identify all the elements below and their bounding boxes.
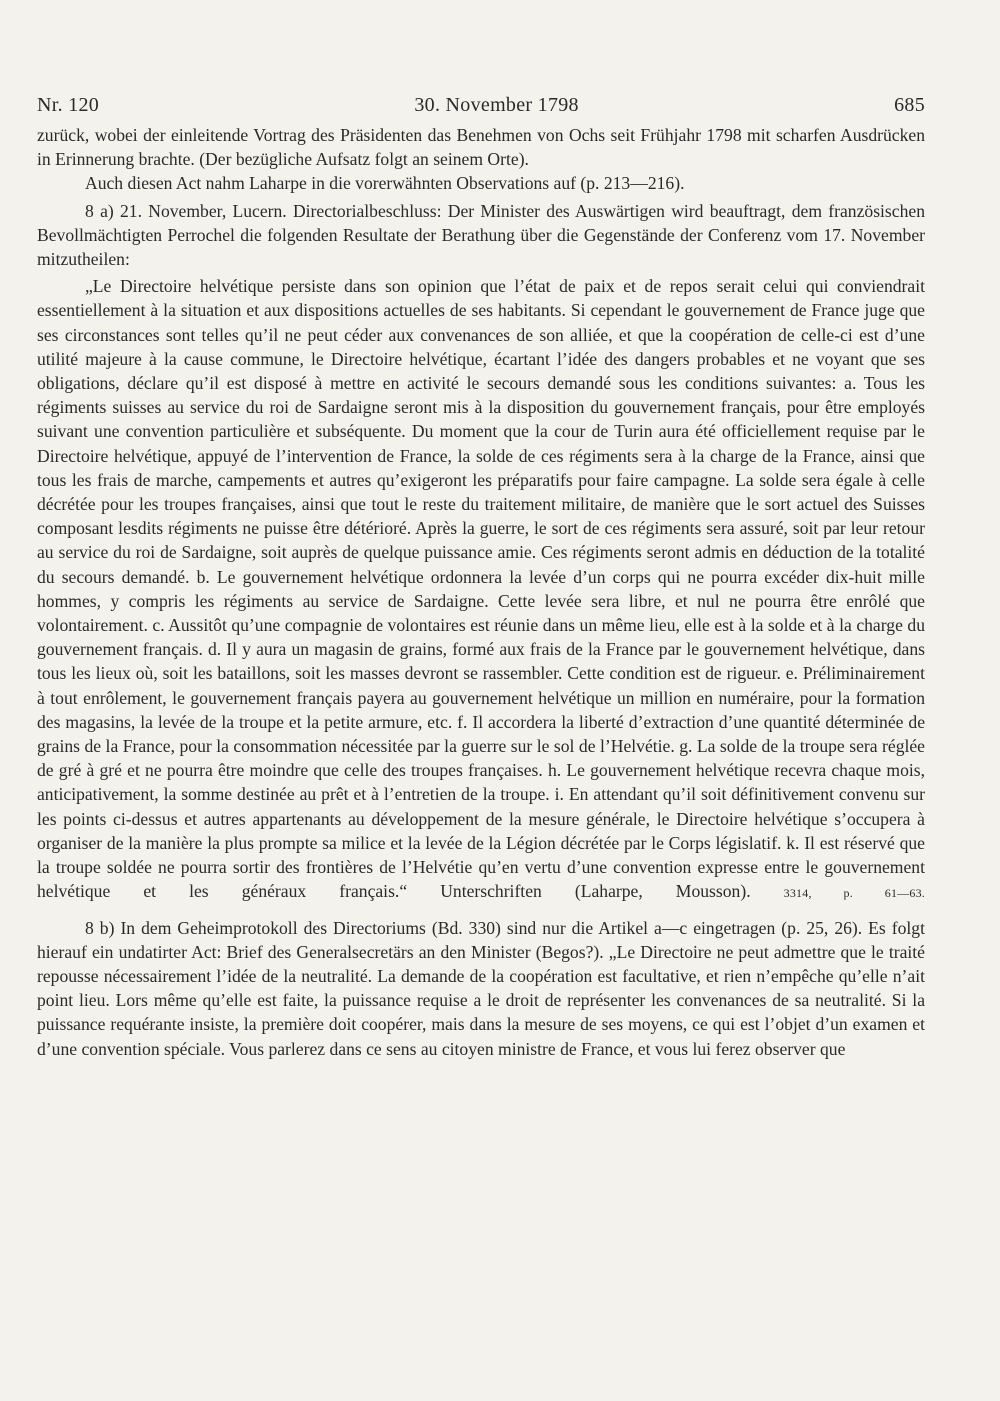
page-body <box>37 123 925 1061</box>
paragraph-directorial-decision: 8 a) 21. November, Lucern. Directorialbeschluss: Der Minister des Auswärtigen wird beauftragt, dem französischen Bevollmächtigten Perrochel die folgenden Resultate der Berathung über die Gegenstände der Conferenz vom 17. November mitzutheilen: <box>37 200 925 270</box>
paragraph-continuation: zurück, wobei der einleitende Vortrag des Präsidenten das Benehmen von Ochs seit Frühjahr 1798 mit scharfen Ausdrücken in Erinnerung brachte. (Der bezügliche Aufsatz folgt an seinem Orte). <box>37 125 925 170</box>
paragraph-laharpe-note: Auch diesen Act nahm Laharpe in die vorerwähnten Observations auf (p. 213—216). <box>85 173 685 194</box>
archive-reference: 3314, p. 61—63. <box>783 886 925 901</box>
page-date: 30. November 1798 <box>414 94 579 116</box>
paragraph-french-conditions <box>37 274 925 905</box>
french-conditions-text: „Le Directoire helvétique persiste dans son opinion que l’état de paix et de repos serait celui qui conviendrait essentiellement à la situation et aux dispositions actuelles de ses habitants. Si cependant le gouvernement de France juge que ses circonstances sont telles qu’il ne peut céder aux convenances de son alliée, et que la coopération de celle-ci est d’une utilité majeure à la cause commune, le Directoire helvétique, écartant l’idée des dangers probables et ne voyant que ses obligations, déclare qu’il est disposé à mettre en activité le secours demandé sous les conditions suivantes: a. Tous les régiments suisses au service du roi de Sardaigne seront mis à la disposition du gouvernement français, pour être employés suivant une convention particulière et subséquente. Du moment que la cour de Turin aura été officiellement requise par le Directoire helvétique, appuyé de l’intervention de France, la solde de ces régiments sera à la charge de la France, ainsi que tous les frais de marche, campements et autres qu’exigeront les préparatifs pour faire campagne. La solde sera égale à celle décrétée pour les troupes françaises, ainsi que tout le reste du traitement militaire, de manière que le sort actuel des Suisses composant lesdits régiments ne puisse être détérioré. Après la guerre, le sort de ces régiments sera assuré, soit par leur retour au service du roi de Sardaigne, soit auprès de quelque puissance amie. Ces régiments seront admis en déduction de la totalité du secours demandé. b. Le gouvernement helvétique ordonnera la levée d’un corps qui ne pourra excéder dix-huit mille hommes, y compris les régiments au service de Sardaigne. Cette levée sera libre, et nul ne pourra être enrôlé que volontairement. c. Aussitôt qu’une compagnie de volontaires est réunie dans un même lieu, elle est à la solde et à la charge du gouvernement français. d. Il y aura un magasin de grains, formé aux frais de la France par le gouvernement helvétique, dans tous les lieux où, soit les bataillons, soit les masses devront se rassembler. Cette condition est de rigueur. e. Préliminairement à tout enrôlement, le gouvernement français payera au gouvernement helvétique un million en numéraire, pour la formation des magasins, la levée de la troupe et la petite armure, etc. f. Il accordera la liberté d’extraction d’une quantité déterminée de grains de la France, pour la consommation nécessitée par la guerre sur le sol de l’Helvétie. g. La solde de la troupe sera réglée de gré à gré et ne pourra être moindre que celle des troupes françaises. h. Le gouvernement helvétique recevra chaque mois, anticipativement, la somme destinée au prêt et à l’entretien de la troupe. i. En attendant qu’il soit définitivement convenu sur les points ci-dessus et autres appartenants au développement de la mesure générale, le Directoire helvétique s’occupera à organiser de la manière la plus prompte sa milice et la levée de la Légion décrétée par le Corps législatif. k. Il est réservé que la troupe soldée ne pourra sortir des frontières de l’Helvétie qu’en vertu d’une convention expresse entre le gouvernement helvétique et les généraux français.“ Unterschriften (Laharpe, Mousson). <box>37 276 925 902</box>
document-number: Nr. 120 <box>37 94 100 116</box>
paragraph-secret-protocol: 8 b) In dem Geheimprotokoll des Directoriums (Bd. 330) sind nur die Artikel a—c eingetragen (p. 25, 26). Es folgt hierauf ein undatirter Act: Brief des Generalsecretärs an den Minister (Begos?). „Le Directoire ne peut admettre que le traité repousse nécessairement l’idée de la neutralité. La demande de la coopération est facultative, et rien n’empêche qu’elle n’ait point lieu. Lors même qu’elle est faite, la puissance requise a le droit de représenter les convenances de sa neutralité. Si la puissance requérante insiste, la première doit coopérer, mais dans la mesure de ses moyens, ce qui est l’objet d’un examen et d’une convention spéciale. Vous parlerez dans ce sens au citoyen ministre de France, et vous lui ferez observer que <box>37 917 925 1059</box>
page-number: 685 <box>894 94 925 116</box>
page-header <box>37 94 925 117</box>
